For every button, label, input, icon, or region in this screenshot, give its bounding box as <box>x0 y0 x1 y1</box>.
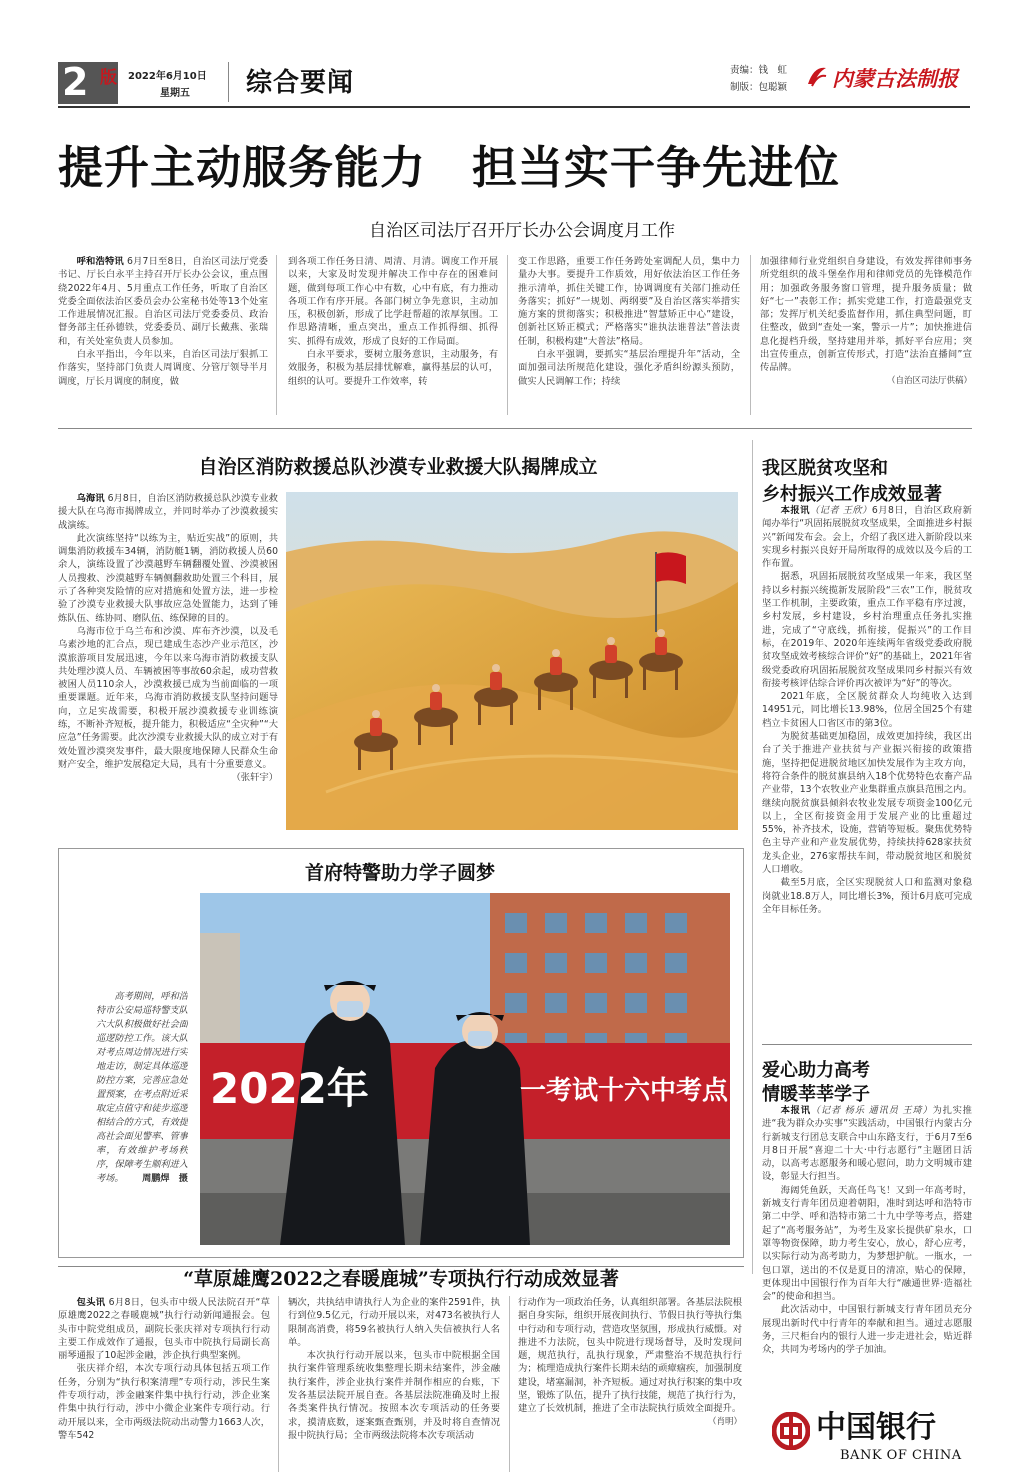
bank-logo-english: BANK OF CHINA <box>840 1448 962 1463</box>
grassland-separator-1 <box>278 1296 279 1472</box>
lead-column-1 <box>58 255 268 415</box>
producer-credit: 制版：包聪颖 <box>730 82 788 93</box>
poverty-p1: 6月8日，自治区政府新闻办举行“巩固拓展脱贫攻坚成果，全面推进乡村振兴”新闻发布会。会上，介绍了我区进入新阶段以来实现乡村振兴良好开局所取得的成效以及今后的工作布置。 <box>762 505 972 570</box>
lead-col2b-text: 白永平要求，要树立服务意识，主动服务，有效服务，积极为基层排忧解难，赢得基层的认可，组织的认可。要提升工作效率，转 <box>288 349 498 387</box>
issue-weekday: 星期五 <box>160 88 190 99</box>
exam-p2: 海阔凭鱼跃，天高任鸟飞！又到一年高考时，新城支行青年团员迎着朝阳，准时到达呼和浩特市第二中学、呼和浩特市第二十九中学等考点，搭建起了“高考服务站”，为考生及家长提供矿泉水，口罩等物资保障，助力考生安心，放心，舒心应考，以实际行动为高考助力，为梦想护航。一瓶水，一包口罩，送出的不仅是夏日的清凉，贴心的保障，更体现出中国银行作为百年大行“融通世界·造福社会”的使命和担当。 <box>762 1184 972 1303</box>
grassland-dateline: 包头讯 <box>76 1297 106 1308</box>
poverty-headline-line1: 我区脱贫攻坚和 <box>762 458 888 479</box>
poverty-p2: 据悉，巩固拓展脱贫攻坚成果一年来，我区坚持以乡村振兴统揽新发展阶段“三农”工作，脱贫攻坚工作机制，主要政策，重点工作平稳有序过渡，乡村发展，乡村建设，乡村治理重点任务扎实推进，完成了“守底线，抓衔接，促振兴”的工作目标，在2019年、2020年连续两年省级党委政府脱贫攻坚成效考核综合评价“好”的基础上，2021年省级党委政府巩固拓展脱贫攻坚成果同乡村振兴有效衔接考核评估综合评价再次被评为“好”的等次。 <box>762 571 972 689</box>
grassland-separator-2 <box>509 1296 510 1472</box>
bank-of-china-emblem-icon <box>772 1412 810 1450</box>
bank-of-china-logo <box>772 1408 972 1470</box>
desert-p3: 乌海市位于乌兰布和沙漠、库布齐沙漠，以及毛乌素沙地的汇合点，现已建成生态沙产业示范区，沙漠旅游项目发展迅速，今年以来乌海市消防救援支队共处理沙漠人员、车辆被困等事故60余起，成功营救被困人员110余人，沙漠救援已成为当前面临的一项重要课题。近年来，乌海市消防救援支队坚持问题导向，立足实战需要，积极开展沙漠救援专业训练演练，不断补齐短板，提升能力，积极适应“全灾种”“大应急”任务需要。此次沙漠专业救援大队的成立对于有效处置沙漠突发事件，最大限度地保障人民群众生命财产安全，维护发展稳定大局，具有十分重要意义。 <box>58 625 278 770</box>
grassland-column-3 <box>518 1296 742 1476</box>
police-headline: 首府特警助力学子圆梦 <box>304 862 495 884</box>
grassland-col3-text: 行动作为一项政治任务，认真组织部署。各基层法院根据自身实际，组织开展夜间执行、节假日执行等执行集中行动和专项行动，营造攻坚氛围，形成执行威慑。对推进不力法院，包头中院进行现场督导，及时发现问题，规范执行，乱执行现象，严肃整治不规范执行行为；梳理造成执行案件长期未结的顽瘴痼疾，加强制度建设，堵塞漏洞，补齐短板。通过对执行积案的集中攻坚，锻炼了队伍，提升了执行技能，规范了执行行为，建立了长效机制，推进了全市法院执行质效全面提升。 <box>518 1297 742 1415</box>
desert-camel-photo <box>286 492 738 830</box>
divider-vertical <box>228 62 229 102</box>
lead-subheadline: 自治区司法厅召开厅长办公会调度月工作 <box>369 221 675 241</box>
grassland-column-1 <box>58 1296 270 1476</box>
page-unit: 版 <box>100 68 117 88</box>
lead-col4-text: 加强律师行业党组织自身建设，有效发挥律师事务所党组织的战斗堡垒作用和律师党员的先锋模范作用；加强政务服务窗口管理，提升服务质量；做好“七一”表彰工作；抓实党建工作，打造最强党支部；发挥厅机关纪委监督作用，抓住典型问题，盯住整改，做到“查处一案，警示一片”；加快推进信息化提档升级，坚持建用并举，抓好平台应用；突出宣传重点，创新宣传形式，打造“法治直播间”宣传品牌。 <box>760 256 972 374</box>
poverty-text-column <box>762 504 972 1038</box>
lead-bottom-rule <box>58 428 972 429</box>
bank-logo-text: 中国银行 <box>816 1410 936 1445</box>
police-banner-left: 2022年 <box>210 1064 369 1113</box>
page-number: 2 <box>62 60 89 104</box>
police-caption: 高考期间，呼和浩特市公安局巡特警支队六大队积极做好社会面巡逻防控工作。该大队对考点周边情况进行实地走访，制定具体巡逻防控方案，完善应急处置预案，在考点附近采取定点值守和徒步巡逻相结合的方式，有效提高社会面见警率、管事率，有效维护考场秩序，保障考生顺利进入考场。 <box>96 991 188 1184</box>
poverty-bottom-rule <box>762 1044 972 1045</box>
desert-p2: 此次演练坚持“以练为主，贴近实战”的原则，共调集消防救援车34辆，消防艇1辆，消防救援人员60余人，演练设置了沙漠越野车辆翻覆处置、沙漠被困人员搜救、沙漠越野车辆侧翻救助处置三个科目，展示了各种突发险情的应对措施和处置方法，进一步检验了沙漠专业救援大队事故应急处置能力，达到了锤炼队伍、练协同、磨队伍、练保障的目的。 <box>58 532 278 624</box>
desert-headline: 自治区消防救援总队沙漠专业救援大队揭牌成立 <box>198 456 598 478</box>
grassland-col2-text: 辆次，共执结申请执行人为企业的案件2591件，执行到位9.5亿元，行动开展以来，对473名被执行人限制高消费，将59名被执行人纳入失信被执行人名单。 <box>288 1297 500 1348</box>
lead-separator-1 <box>276 255 277 415</box>
newspaper-logo-icon <box>806 64 828 88</box>
lead-separator-2 <box>507 255 508 415</box>
newspaper-name: 内蒙古法制报 <box>832 66 958 91</box>
masthead <box>0 0 1024 108</box>
police-credit: 周鹏焊 摄 <box>142 1173 188 1184</box>
exam-dateline: 本报讯 <box>780 1105 811 1116</box>
police-banner-right: 一考试十六中考点 <box>520 1076 729 1106</box>
exam-p1: 为扎实推进“我为群众办实事”实践活动，中国银行内蒙古分行新城支行团总支联合中山东路支行，于6月7至6月8日开展“喜迎二十大·中行志愿行”主题团日活动，以高考志愿服务和暖心慰问，助力文明城市建设，彰显大行担当。 <box>762 1105 972 1183</box>
poverty-p4: 为脱贫基础更加稳固，成效更加持续，我区出台了关于推进产业扶贫与产业振兴衔接的政策措施，坚持把促进脱贫地区加快发展作为主攻方向，将符合条件的脱贫旗县纳入18个优势特色农畜产品产业带，13个农牧业产业集群重点旗县范围之内。继续向脱贫旗县倾斜农牧业发展专项资金100亿元以上，全区衔接资金用于发展产业的比重超过55%，补齐技术，设施，营销等短板。聚焦优势特色主导产业和产业发展优势，持续扶持628家扶贫龙头企业，276家帮扶车间，带动脱贫地区和脱贫人口增收。 <box>762 731 972 876</box>
lead-col3b-text: 白永平强调，要抓实“基层治理提升年”活动，全面加强司法所规范化建设，强化矛盾纠纷源头预防，做实人民调解工作；持续 <box>518 349 740 387</box>
grassland-col1-text: 6月8日，包头市中级人民法院召开“草原雄鹰2022之春暖鹿城”执行行动新闻通报会。包头市中院党组成员，副院长张庆祥对专项执行行动主要工作成效作了通报，包头市中院执行局副长高丽琴通报了10起涉金融，涉企执行典型案例。 <box>58 1297 270 1362</box>
desert-dateline: 乌海讯 <box>76 493 105 504</box>
lead-column-2 <box>288 255 498 415</box>
lead-col3-text: 变工作思路，重要工作任务跨处室调配人员，集中力量办大事。要提升工作质效，用好依法治区工作任务推示清单，抓住关键工作，协调调度有关部门推动任务落实；抓好“一规划、两纲要”及自治区落实举措实施方案的贯彻落实；积极推进“智慧矫正中心”建设，创新社区矫正模式；严格落实“谁执法谁普法”普法责任制，积极构建“大普法”格局。 <box>518 256 740 347</box>
exam-reporter: （记者 杨乐 通讯员 王琦） <box>810 1105 933 1116</box>
lead-column-3 <box>518 255 740 415</box>
lead-headline: 提升主动服务能力 担当实干争先进位 <box>58 141 841 194</box>
exam-headline-line1: 爱心助力高考 <box>762 1060 870 1081</box>
right-column-separator <box>752 440 753 1274</box>
poverty-p5: 截至5月底，全区实现脱贫人口和监测对象稳岗就业18.8万人，同比增长3%，预计6月底可完成全年目标任务。 <box>762 877 972 915</box>
masthead-rule <box>58 106 970 108</box>
exam-p3: 此次活动中，中国银行新城支行青年团员充分展现出新时代中行青年的奉献和担当。通过志愿服务，三尺柜台内的银行人进一步走进社会，贴近群众，共同为考场内的学子加油。 <box>762 1304 972 1356</box>
issue-date: 2022年6月10日 <box>128 71 207 82</box>
police-officers-photo <box>200 893 730 1245</box>
lead-separator-3 <box>750 255 751 415</box>
poverty-reporter: （记者 王欣） <box>809 505 872 516</box>
desert-credit: （张轩宇） <box>231 772 278 784</box>
poverty-p3: 2021年底，全区脱贫群众人均纯收入达到14951元，同比增长13.98%，位居全国25个有建档立卡贫困人口省区市的第3位。 <box>762 691 972 729</box>
lead-dateline: 呼和浩特讯 <box>76 256 124 267</box>
desert-p1: 6月8日，自治区消防救援总队沙漠专业救援大队在乌海市揭牌成立，并同时举办了沙漠救援实战演练。 <box>58 493 278 531</box>
exam-text-column <box>762 1104 972 1400</box>
lead-col2-text: 到各项工作任务日清、周清、月清。调度工作开展以来，大家及时发现并解决工作中存在的困难问题，做到每项工作心中有数，心中有底，有力推动各项工作有序开展。各部门树立争先意识，主动加压，积极创新，形成了比学赶帮超的浓厚氛围。工作思路清晰，重点突出，重点工作抓得细、抓得实、抓得有成效，形成了良好的工作局面。 <box>288 256 498 347</box>
desert-text-column <box>58 492 278 832</box>
section-title: 综合要闻 <box>246 68 355 98</box>
grassland-col2b-text: 本次执行行动开展以来，包头市中院根据全国执行案件管理系统收集整理长期未结案件，涉金融执行案件，涉企业执行案件并制作相应的台账，下发各基层法院开展自查。各基层法院准确及时上报各类案件执行情况。按照本次专项活动的任务要求，摸清底数，逐案甄查甄别，并及时将自查情况报中院执行局；全市两级法院将本次专项活动 <box>288 1350 500 1441</box>
grassland-credit: （肖明） <box>707 1416 742 1427</box>
lead-col1-text: 6月7日至8日，自治区司法厅党委书记、厅长白永平主持召开厅长办公会议，重点围绕2022年4月、5月重点工作任务，听取了自治区党委全面依法治区委员会办公室秘书处等13个处室工作进展情况汇报。自治区司法厅党委委员、政治督务部主任孙德铁，党委委员、副厅长戴燕、张瑞和，有关处室负责人员参加。 <box>58 256 268 347</box>
police-caption-box <box>96 990 188 1240</box>
poverty-dateline: 本报讯 <box>780 505 810 516</box>
grassland-column-2 <box>288 1296 500 1476</box>
grassland-headline: “草原雄鹰2022之春暖鹿城”专项执行行动成效显著 <box>183 1268 619 1290</box>
grassland-col1b-text: 张庆祥介绍，本次专项行动具体包括五项工作任务，分别为“执行积案清理”专项行动，涉民生案件专项行动，涉金融案件集中执行行动，涉企业案件集中执行行动，涉中小微企业案件专项行动。行动开展以来，全市两级法院动出动警力1663人次，警车542 <box>58 1363 270 1441</box>
editor-credit: 责编：钱 虹 <box>730 65 788 76</box>
poverty-headline-line2: 乡村振兴工作成效显著 <box>762 484 942 505</box>
lead-col1b-text: 白永平指出，今年以来，自治区司法厅狠抓工作落实，坚持部门负责人周调度、分管厅领导半月调度，厅长月调度的制度，做 <box>58 349 268 387</box>
lead-column-4 <box>760 255 972 419</box>
exam-headline-line2: 情暖莘莘学子 <box>762 1084 870 1105</box>
lead-credit: （自治区司法厅供稿） <box>886 375 972 386</box>
